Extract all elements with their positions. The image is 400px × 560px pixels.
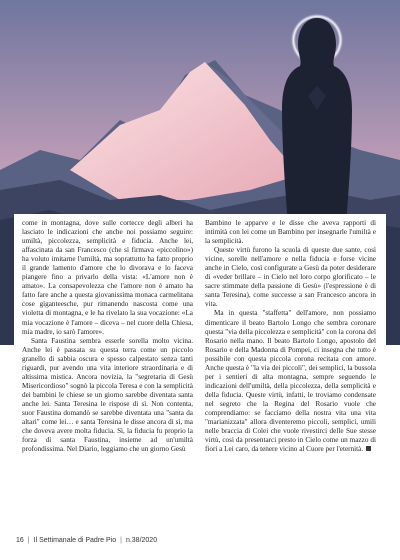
paragraph: Bambino le apparve e le disse che aveva rapporti di intimità con lei come un Bambino per insegnarle l'umiltà e la semplicità. [205, 219, 376, 246]
paragraph-last [205, 309, 376, 454]
page-number: 16 [16, 537, 24, 544]
magazine-title: Il Settimanale di Padre Pio [33, 537, 117, 544]
footer-separator: | [27, 537, 30, 544]
paragraph: Queste virtù furono la scuola di queste due sante, così vicine, sorelle nell'amore e nella fiducia e forse vicine anche in Cielo, così configurate a Gesù da poter desiderare di «veder brillare – in Cielo nel loro corpo glorificato – le sacre stimmate della passione di Gesù» (l'espressione è di santa Teresina), come successe a san Francesco ancora in vita. [205, 246, 376, 309]
paragraph: Santa Faustina sembra esserle sorella molto vicina. Anche lei è passata su questa terra come un piccolo granello di sabbia oscura e spesso calpestato senza tanti riguardi, pur avendo una vita interiore straordinaria e di altissima mistica. Ancora novizia, la "segretaria di Gesù Misericordioso" sognò la piccola Teresa e con la semplicità dei bambini le chiese se un giorno sarebbe diventata santa anche lei. Santa Teresina le rispose di sì. Non contenta, suor Faustina domandò se sarebbe diventata una "santa da altari" come lei… e santa Teresina le disse ancora di sì, ma che doveva avere molta fiducia. Sì, la fiducia fu proprio la forza di santa Faustina, insieme ad un'umiltà profondissima. Nel Diario, leggiamo che un giorno Gesù [22, 336, 193, 454]
footer-separator: | [120, 537, 122, 544]
page-footer [16, 537, 386, 544]
paragraph: come in montagna, dove sulle cortecce degli alberi ha lasciato le indicazioni che anche noi possiamo seguire: umiltà, piccolezza, semplicità e fiducia. Anche lei, affascinata da san Francesco (che si firmava «piccolino») ha voluto imitarne l'umiltà, ma soprattutto ha fatto proprio il grande lamento d'amore che lo divorava e lo faceva piangere fino a privarlo della vista: «L'amore non è amato». La consapevolezza che l'amore non è amato ha fatto fare anche a questa giovanissima monaca carmelitana cose giganteesche, pur rimanendo nascosta come una violetta di montagna, e le ha rivelato la sua vocazione: «La mia vocazione è l'amore – diceva – nel cuore della Chiesa, mia madre, io sarò l'amore». [22, 219, 193, 336]
end-of-article-icon [366, 446, 371, 451]
paragraph-text: Ma in questa "staffetta" dell'amore, non possiamo dimenticare il beato Bartolo Longo che sembra coronare questa "via della piccolezza e semplicità" con la corona del Rosario nella mano. Il beato Bartolo Longo, apostolo del Rosario e della Madonna di Pompei, ci insegna che tutto è possibile con questa piccola corona recitata con amore. Anche questa è "la via dei piccoli", dei semplici, la bussola per i sentieri di alta montagna, sempre seguendo le indicazioni dell'umiltà, della piccolezza, della semplicità e della fiducia. Queste virtù, infatti, le troviamo condensate nel segreto che la Regina del Rosario vuole che comprendiamo: se facciamo della nostra vita una vita "marianizzata" allora diventeremo piccoli, semplici, umili nelle braccia di Colei che vuole rivestirci delle Sue stesse virtù, così da presentarci presto in Cielo come un mazzo di fiori a Lei caro, da tenere vicino al Cuore per l'eternità. [205, 309, 376, 454]
right-text-column [205, 219, 376, 454]
issue-number: n.38/2020 [125, 537, 158, 544]
left-text-column [22, 219, 193, 454]
